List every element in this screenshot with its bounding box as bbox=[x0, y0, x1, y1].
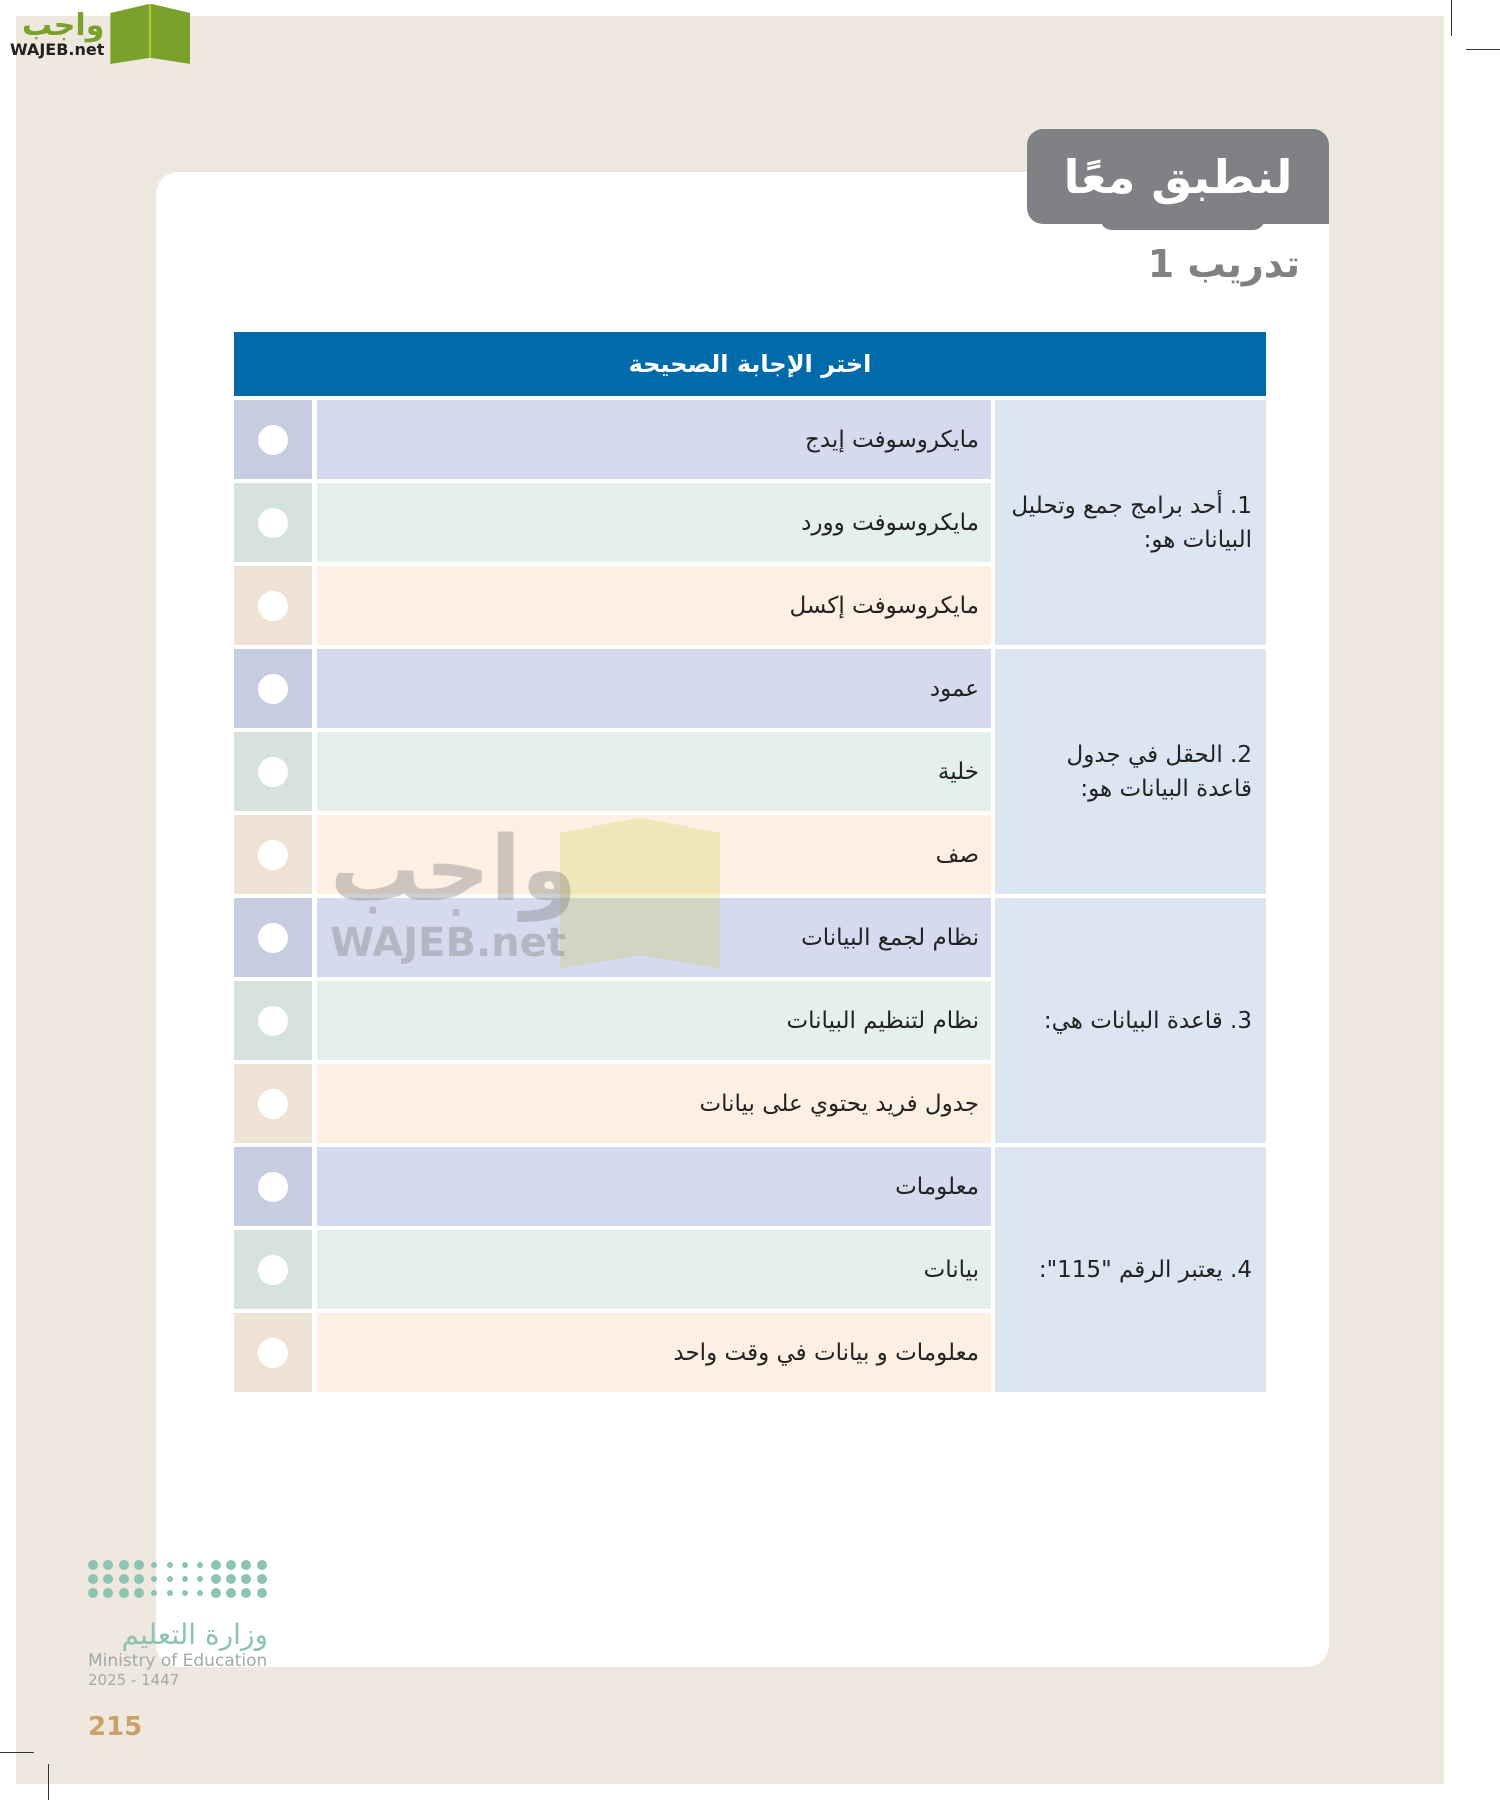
radio-cell[interactable] bbox=[234, 732, 312, 811]
dot bbox=[197, 1562, 203, 1568]
option-text: مايكروسوفت إيدج bbox=[317, 400, 991, 479]
options-list bbox=[234, 1147, 991, 1392]
option-text: نظام لتنظيم البيانات bbox=[317, 981, 991, 1060]
dot bbox=[241, 1560, 251, 1570]
option-text: خلية bbox=[317, 732, 991, 811]
dot bbox=[151, 1562, 157, 1568]
dot bbox=[103, 1588, 113, 1598]
dot bbox=[197, 1590, 203, 1596]
dot bbox=[226, 1588, 236, 1598]
wajeb-logo[interactable] bbox=[10, 4, 190, 64]
book-icon bbox=[110, 4, 190, 64]
dot bbox=[241, 1588, 251, 1598]
radio-button[interactable] bbox=[258, 923, 288, 953]
dot bbox=[211, 1560, 221, 1570]
dot bbox=[103, 1560, 113, 1570]
exercise-title: تدريب 1 bbox=[1147, 242, 1300, 286]
radio-button[interactable] bbox=[258, 508, 288, 538]
radio-cell[interactable] bbox=[234, 566, 312, 645]
option-row[interactable] bbox=[234, 1230, 991, 1309]
section-tab: لنطبق معًا bbox=[1027, 129, 1329, 224]
option-row[interactable] bbox=[234, 1313, 991, 1392]
ministry-arabic: وزارة التعليم bbox=[121, 1618, 268, 1651]
radio-button[interactable] bbox=[258, 425, 288, 455]
question-text: 1. أحد برامج جمع وتحليل البيانات هو: bbox=[995, 400, 1266, 645]
option-text: صف bbox=[317, 815, 991, 894]
dot bbox=[151, 1576, 157, 1582]
radio-cell[interactable] bbox=[234, 649, 312, 728]
crop-mark bbox=[48, 1764, 49, 1800]
dot bbox=[134, 1574, 144, 1584]
table-heading: اختر الإجابة الصحيحة bbox=[234, 332, 1266, 396]
ministry-logo bbox=[88, 1560, 268, 1689]
dot bbox=[182, 1590, 188, 1596]
dot bbox=[241, 1574, 251, 1584]
crop-mark bbox=[1451, 0, 1452, 36]
dot bbox=[167, 1562, 173, 1568]
radio-button[interactable] bbox=[258, 1172, 288, 1202]
option-text: بيانات bbox=[317, 1230, 991, 1309]
dot bbox=[119, 1560, 129, 1570]
dot bbox=[226, 1560, 236, 1570]
dot bbox=[167, 1590, 173, 1596]
radio-cell[interactable] bbox=[234, 815, 312, 894]
option-row[interactable] bbox=[234, 649, 991, 728]
dot bbox=[257, 1588, 267, 1598]
option-row[interactable] bbox=[234, 981, 991, 1060]
dot bbox=[151, 1590, 157, 1596]
option-text: معلومات bbox=[317, 1147, 991, 1226]
option-text: مايكروسوفت وورد bbox=[317, 483, 991, 562]
radio-cell[interactable] bbox=[234, 981, 312, 1060]
option-row[interactable] bbox=[234, 1147, 991, 1226]
radio-button[interactable] bbox=[258, 757, 288, 787]
radio-cell[interactable] bbox=[234, 1230, 312, 1309]
dot bbox=[134, 1588, 144, 1598]
logo-latin: WAJEB.net bbox=[10, 40, 105, 59]
question-group bbox=[234, 400, 1266, 645]
question-group bbox=[234, 1147, 1266, 1392]
option-text: جدول فريد يحتوي على بيانات bbox=[317, 1064, 991, 1143]
watermark-arabic: واجب bbox=[330, 817, 577, 922]
dot bbox=[197, 1576, 203, 1582]
option-text: عمود bbox=[317, 649, 991, 728]
radio-button[interactable] bbox=[258, 840, 288, 870]
dot bbox=[257, 1574, 267, 1584]
radio-button[interactable] bbox=[258, 1089, 288, 1119]
question-text: 2. الحقل في جدول قاعدة البيانات هو: bbox=[995, 649, 1266, 894]
radio-cell[interactable] bbox=[234, 1064, 312, 1143]
option-row[interactable] bbox=[234, 400, 991, 479]
option-row[interactable] bbox=[234, 732, 991, 811]
dot bbox=[88, 1588, 98, 1598]
dot bbox=[167, 1576, 173, 1582]
dot bbox=[182, 1562, 188, 1568]
option-row[interactable] bbox=[234, 483, 991, 562]
option-row[interactable] bbox=[234, 566, 991, 645]
radio-button[interactable] bbox=[258, 674, 288, 704]
crop-mark bbox=[0, 1752, 34, 1753]
ministry-dots-icon bbox=[88, 1560, 268, 1598]
dot bbox=[119, 1588, 129, 1598]
page-number: 215 bbox=[88, 1712, 143, 1742]
ministry-year: 2025 - 1447 bbox=[88, 1671, 180, 1689]
radio-button[interactable] bbox=[258, 1006, 288, 1036]
option-text: نظام لجمع البيانات bbox=[317, 898, 991, 977]
dot bbox=[88, 1560, 98, 1570]
radio-cell[interactable] bbox=[234, 400, 312, 479]
question-text: 4. يعتبر الرقم "115": bbox=[995, 1147, 1266, 1392]
dot bbox=[211, 1588, 221, 1598]
dot bbox=[88, 1574, 98, 1584]
ministry-english: Ministry of Education bbox=[88, 1651, 268, 1671]
dot bbox=[103, 1574, 113, 1584]
radio-button[interactable] bbox=[258, 591, 288, 621]
radio-cell[interactable] bbox=[234, 483, 312, 562]
option-row[interactable] bbox=[234, 1064, 991, 1143]
radio-cell[interactable] bbox=[234, 1147, 312, 1226]
question-text: 3. قاعدة البيانات هي: bbox=[995, 898, 1266, 1143]
radio-cell[interactable] bbox=[234, 1313, 312, 1392]
dot bbox=[226, 1574, 236, 1584]
watermark bbox=[330, 817, 577, 966]
logo-arabic: واجب bbox=[22, 8, 105, 43]
radio-button[interactable] bbox=[258, 1338, 288, 1368]
crop-mark bbox=[1466, 49, 1500, 50]
dot bbox=[211, 1574, 221, 1584]
radio-cell[interactable] bbox=[234, 898, 312, 977]
dot bbox=[257, 1560, 267, 1570]
watermark-latin: WAJEB.net bbox=[330, 920, 566, 966]
option-text: معلومات و بيانات في وقت واحد bbox=[317, 1313, 991, 1392]
options-list bbox=[234, 400, 991, 645]
dot bbox=[182, 1576, 188, 1582]
dot bbox=[119, 1574, 129, 1584]
option-text: مايكروسوفت إكسل bbox=[317, 566, 991, 645]
radio-button[interactable] bbox=[258, 1255, 288, 1285]
dot bbox=[134, 1560, 144, 1570]
watermark-book-icon bbox=[560, 818, 720, 968]
